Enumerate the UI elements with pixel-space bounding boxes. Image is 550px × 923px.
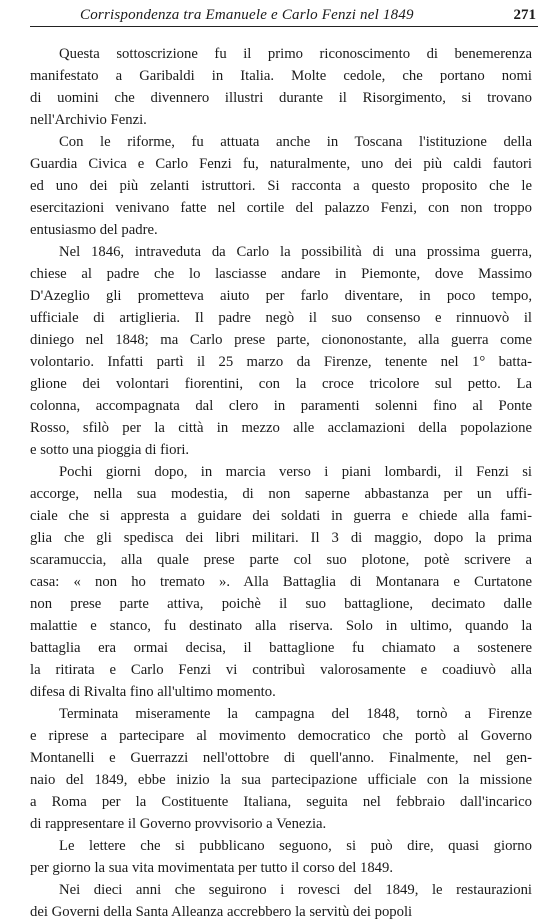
- text-line: non prese parte attiva, poichè il suo battaglione, decimato dalle: [30, 596, 532, 612]
- text-line: e sotto una pioggia di fiori.: [30, 442, 190, 458]
- text-line: glia che gli spedisca dei libri militari. Il 3 di maggio, dopo la prima: [30, 530, 532, 546]
- text-line: malattie e stanco, fu destinato alla riserva. Solo in ultimo, quando la: [30, 618, 532, 634]
- text-line: ed uno dei più zelanti istruttori. Si racconta a questo proposito che le: [30, 178, 532, 194]
- text-line: glione dei volontari fiorentini, con la croce tricolore sul petto. La: [30, 376, 532, 392]
- text-line: dei Governi della Santa Alleanza accrebbero la servitù dei popoli: [30, 904, 413, 920]
- text-line: Con le riforme, fu attuata anche in Toscana l'istituzione della: [59, 134, 532, 150]
- text-line: Rosso, sfilò per la città in mezzo alle acclamazioni della popolazione: [30, 420, 532, 436]
- text-line: di uomini che divennero illustri durante il Risorgimento, si trovano: [30, 90, 532, 106]
- text-line: Pochi giorni dopo, in marcia verso i piani lombardi, il Fenzi si: [59, 464, 532, 480]
- text-line: manifestato a Garibaldi in Italia. Molte cedole, che portano nomi: [30, 68, 532, 84]
- text-line: per giorno la sua vita movimentata per tutto il corso del 1849.: [30, 860, 394, 876]
- running-title: Corrispondenza tra Emanuele e Carlo Fenzi nel 1849: [80, 7, 414, 23]
- text-line: volontario. Infatti partì il 25 marzo da Firenze, tenente nel 1° batta-: [30, 354, 532, 370]
- body-text: [30, 43, 532, 923]
- paragraph: [30, 43, 532, 131]
- text-line: difesa di Rivalta fino all'ultimo momento.: [30, 684, 276, 700]
- text-line: la ritirata e Carlo Fenzi vi contribuì valorosamente e coadiuvò alla: [30, 662, 532, 678]
- paragraph: [30, 703, 532, 835]
- text-line: casa: « non ho tremato ». Alla Battaglia di Montanara e Curtatone: [30, 574, 532, 590]
- paragraph: [30, 461, 532, 703]
- page-number: 271: [513, 7, 536, 23]
- text-line: ciale che si appresta a guidare dei soldati in guerra e chiede alla fami-: [30, 508, 532, 524]
- page-header: [30, 4, 538, 27]
- paragraph: [30, 131, 532, 241]
- text-line: ufficiale di artiglieria. Il padre negò il suo consenso e rinnuovò il: [30, 310, 532, 326]
- text-line: entusiasmo del padre.: [30, 222, 158, 238]
- text-line: naio del 1849, ebbe inizio la sua partecipazione ufficiale con la missione: [30, 772, 532, 788]
- paragraph: [30, 835, 532, 879]
- text-line: colonna, accompagnata dal clero in paramenti solenni fino al Ponte: [30, 398, 532, 414]
- text-line: nell'Archivio Fenzi.: [30, 112, 147, 128]
- text-line: battaglia era ormai decisa, il battaglione fu chiamato a sostenere: [30, 640, 532, 656]
- text-line: accorge, nella sua modestia, di non saperne abbastanza per un uffi-: [30, 486, 532, 502]
- text-line: Nei dieci anni che seguirono i rovesci del 1849, le restaurazioni: [59, 882, 532, 898]
- text-line: Nel 1846, intraveduta da Carlo la possibilità di una prossima guerra,: [59, 244, 532, 260]
- text-line: esercitazioni venivano fatte nel cortile del palazzo Fenzi, con non troppo: [30, 200, 532, 216]
- text-line: Terminata miseramente la campagna del 1848, tornò a Firenze: [59, 706, 532, 722]
- text-line: Questa sottoscrizione fu il primo riconoscimento di benemerenza: [59, 46, 532, 62]
- text-line: chiese al padre che lo lasciasse andare in Piemonte, dove Massimo: [30, 266, 532, 282]
- paragraph: [30, 241, 532, 461]
- text-line: scaramuccia, alla quale prese parte col suo plotone, potè scrivere a: [30, 552, 532, 568]
- text-line: a Roma per la Costituente Italiana, seguita nel febbraio dall'incarico: [30, 794, 532, 810]
- text-line: di rappresentare il Governo provvisorio a Venezia.: [30, 816, 327, 832]
- text-line: D'Azeglio gli prometteva aiuto per farlo diventare, in poco tempo,: [30, 288, 532, 304]
- text-line: Montanelli e Guerrazzi nell'ottobre di quell'anno. Finalmente, nel gen-: [30, 750, 532, 766]
- text-line: diniego nel 1848; ma Carlo prese parte, ciononostante, alla guerra come: [30, 332, 532, 348]
- paragraph: [30, 879, 532, 923]
- text-line: Guardia Civica e Carlo Fenzi fu, naturalmente, uno dei più caldi fautori: [30, 156, 532, 172]
- text-line: e riprese a partecipare al movimento democratico che portò al Governo: [30, 728, 532, 744]
- text-line: Le lettere che si pubblicano seguono, si può dire, quasi giorno: [59, 838, 532, 854]
